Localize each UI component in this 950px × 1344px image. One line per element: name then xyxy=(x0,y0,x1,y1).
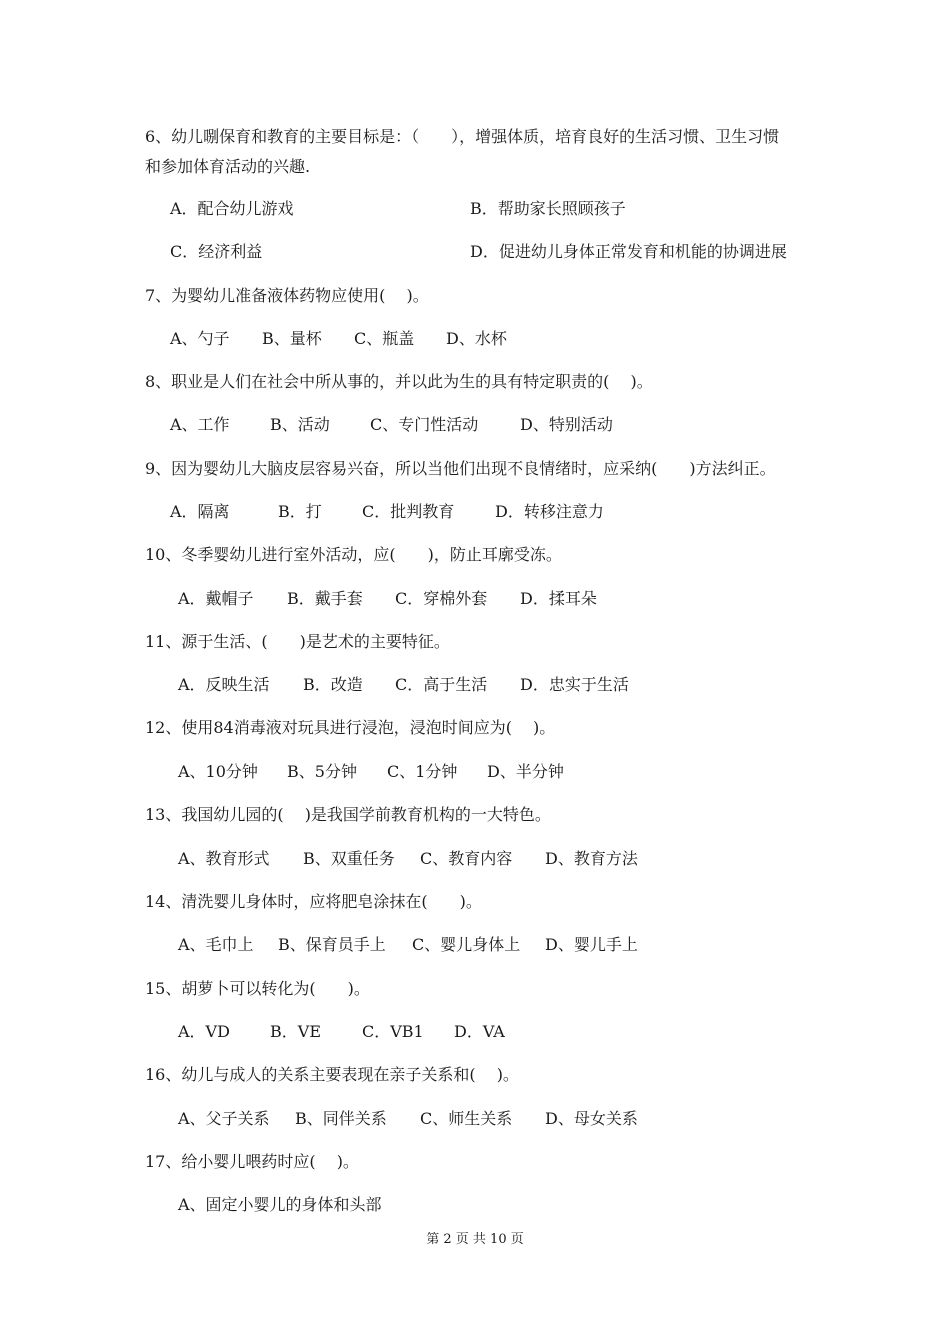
question-13-option-d: D、教育方法 xyxy=(545,849,638,868)
question-14-option-a: A、毛巾上 xyxy=(178,935,254,954)
question-11-option-d: D．忠实于生活 xyxy=(520,675,629,694)
question-14-option-b: B、保育员手上 xyxy=(278,935,386,954)
question-7-option-d: D、水杯 xyxy=(446,329,507,348)
question-14-stem: 14、清洗婴儿身体时，应将肥皂涂抹在( )。 xyxy=(145,892,482,911)
question-8-option-a: A、工作 xyxy=(170,415,230,434)
question-6-option-b: B．帮助家长照顾孩子 xyxy=(470,199,626,218)
question-10-option-c: C．穿棉外套 xyxy=(395,589,488,608)
question-11-option-b: B．改造 xyxy=(303,675,363,694)
question-9-option-c: C．批判教育 xyxy=(362,502,455,521)
question-16-stem: 16、幼儿与成人的关系主要表现在亲子关系和( )。 xyxy=(145,1065,519,1084)
question-16-option-c: C、师生关系 xyxy=(420,1109,513,1128)
question-12-option-b: B、5分钟 xyxy=(287,762,357,781)
question-15-option-b: B．VE xyxy=(270,1022,321,1041)
question-7-option-c: C、瓶盖 xyxy=(354,329,415,348)
question-6-option-a: A．配合幼儿游戏 xyxy=(170,199,294,218)
question-16-option-d: D、母女关系 xyxy=(545,1109,638,1128)
page-number-footer: 第 2 页 共 10 页 xyxy=(426,1232,524,1247)
question-12-option-a: A、10分钟 xyxy=(178,762,258,781)
question-13-option-a: A、教育形式 xyxy=(178,849,270,868)
question-15-option-c: C．VB1 xyxy=(362,1022,424,1041)
question-9-stem: 9、因为婴幼儿大脑皮层容易兴奋，所以当他们出现不良情绪时，应采纳( )方法纠正。 xyxy=(145,459,776,478)
question-16-option-a: A、父子关系 xyxy=(178,1109,270,1128)
question-14-option-d: D、婴儿手上 xyxy=(545,935,638,954)
question-12-option-c: C、1分钟 xyxy=(387,762,458,781)
question-17-stem: 17、给小婴儿喂药时应( )。 xyxy=(145,1152,359,1171)
question-15-option-d: D．VA xyxy=(454,1022,505,1041)
question-11-option-a: A．反映生活 xyxy=(178,675,270,694)
question-11-option-c: C．高于生活 xyxy=(395,675,488,694)
question-10-option-d: D．揉耳朵 xyxy=(520,589,597,608)
question-6-stem-line-1: 6、幼儿哵保育和教育的主要目标是：（ ），增强体质，培育良好的生活习惯、卫生习惯 xyxy=(145,127,780,146)
question-8-option-b: B、活动 xyxy=(270,415,330,434)
question-13-option-b: B、双重任务 xyxy=(303,849,395,868)
question-9-option-b: B．打 xyxy=(278,502,322,521)
question-8-option-c: C、专门性活动 xyxy=(370,415,479,434)
question-13-stem: 13、我国幼儿园的( )是我国学前教育机构的一大特色。 xyxy=(145,805,551,824)
question-13-option-c: C、教育内容 xyxy=(420,849,513,868)
question-15-option-a: A．VD xyxy=(178,1022,230,1041)
question-6-stem-line-2: 和参加体育活动的兴趣. xyxy=(145,157,311,176)
question-10-stem: 10、冬季婴幼儿进行室外活动，应( )，防止耳廓受冻。 xyxy=(145,545,562,564)
question-7-option-b: B、量杯 xyxy=(262,329,322,348)
question-10-option-a: A．戴帽子 xyxy=(178,589,254,608)
question-11-stem: 11、源于生活、( )是艺术的主要特征。 xyxy=(145,632,450,651)
question-12-option-d: D、半分钟 xyxy=(487,762,564,781)
question-14-option-c: C、婴儿身体上 xyxy=(412,935,521,954)
question-12-stem: 12、使用84消毒液对玩具进行浸泡，浸泡时间应为( )。 xyxy=(145,718,556,737)
question-9-option-d: D．转移注意力 xyxy=(495,502,604,521)
question-6-option-d: D．促进幼儿身体正常发育和机能的协调进展 xyxy=(470,242,787,261)
question-16-option-b: B、同伴关系 xyxy=(295,1109,387,1128)
question-6-option-c: C．经济利益 xyxy=(170,242,263,261)
question-17-option-a: A、固定小婴儿的身体和头部 xyxy=(178,1195,382,1214)
question-9-option-a: A．隔离 xyxy=(170,502,230,521)
question-7-option-a: A、勺子 xyxy=(170,329,230,348)
question-7-stem: 7、为婴幼儿准备液体药物应使用( )。 xyxy=(145,286,429,305)
question-8-option-d: D、特别活动 xyxy=(520,415,613,434)
question-15-stem: 15、胡萝卜可以转化为( )。 xyxy=(145,979,370,998)
question-8-stem: 8、职业是人们在社会中所从事的，并以此为生的具有特定职责的( )。 xyxy=(145,372,653,391)
question-10-option-b: B．戴手套 xyxy=(287,589,363,608)
